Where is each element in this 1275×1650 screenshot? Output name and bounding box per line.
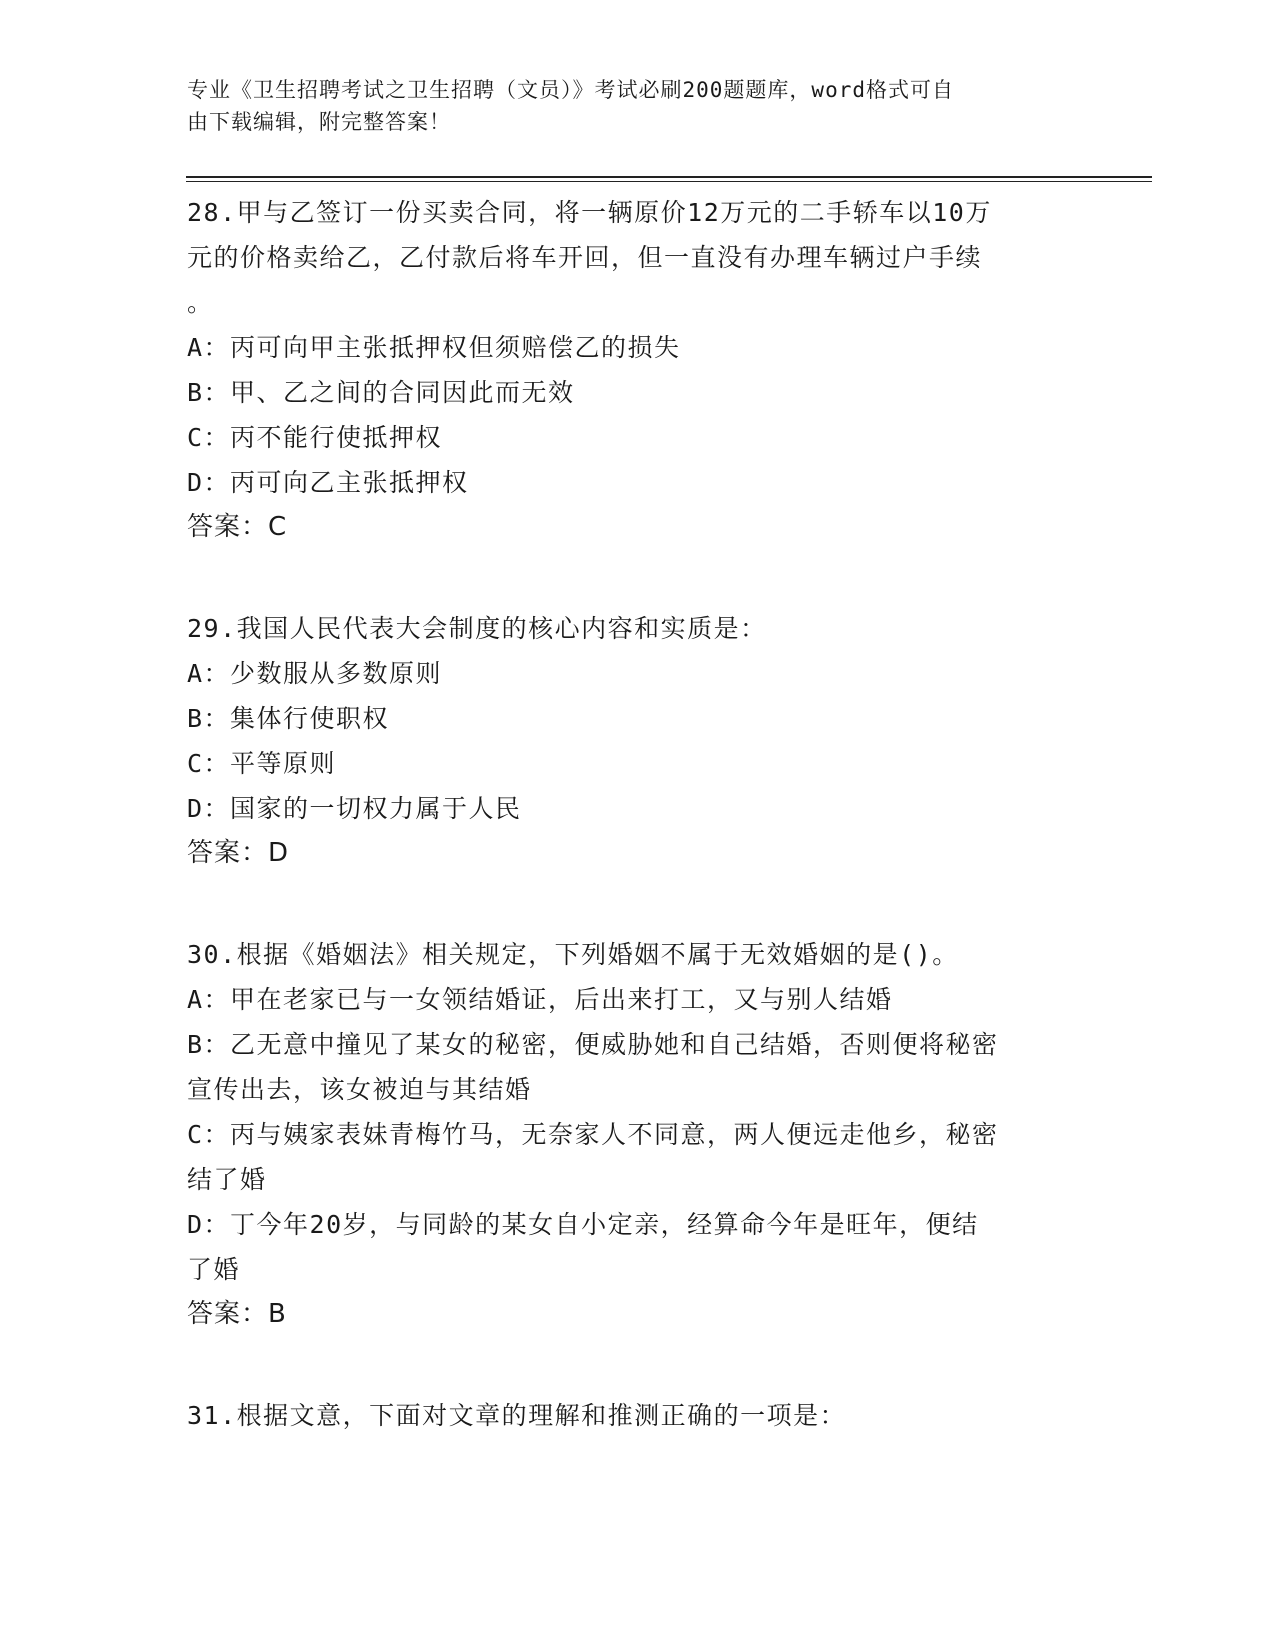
question-stem-line: 。 [187, 288, 214, 317]
question-stem-line: 28.甲与乙签订一份买卖合同，将一辆原价12万元的二手轿车以10万 [187, 198, 992, 227]
answer-line: 答案：D [187, 838, 290, 868]
option-c-continued: 结了婚 [187, 1165, 267, 1194]
question-stem-line: 30.根据《婚姻法》相关规定，下列婚姻不属于无效婚姻的是()。 [187, 940, 959, 969]
option-a: A：少数服从多数原则 [187, 659, 443, 688]
question-stem-line: 元的价格卖给乙，乙付款后将车开回，但一直没有办理车辆过户手续 [187, 243, 983, 272]
question-block [187, 190, 1077, 550]
option-b-continued: 宣传出去，该女被迫与其结婚 [187, 1075, 532, 1104]
option-c: C：丙与姨家表妹青梅竹马，无奈家人不同意，两人便远走他乡，秘密 [187, 1120, 999, 1149]
header-divider-thin [186, 181, 1152, 182]
answer-line: 答案：B [187, 1299, 287, 1329]
question-stem-line: 29.我国人民代表大会制度的核心内容和实质是： [187, 614, 767, 643]
question-list [187, 190, 1077, 1438]
option-c: C：平等原则 [187, 749, 337, 778]
question-stem-line: 31.根据文意，下面对文章的理解和推测正确的一项是： [187, 1401, 847, 1430]
option-a: A：丙可向甲主张抵押权但须赔偿乙的损失 [187, 333, 681, 362]
header-divider-thick [186, 176, 1152, 178]
option-d: D：丙可向乙主张抵押权 [187, 468, 469, 497]
option-b: B：集体行使职权 [187, 704, 390, 733]
spacer [187, 1337, 1077, 1393]
option-c: C：丙不能行使抵押权 [187, 423, 443, 452]
option-d-continued: 了婚 [187, 1255, 241, 1284]
option-d: D：丁今年20岁，与同龄的某女自小定亲，经算命今年是旺年，便结 [187, 1210, 979, 1239]
question-block [187, 606, 1077, 876]
spacer [187, 550, 1077, 606]
header-line-2: 由下载编辑，附完整答案！ [187, 110, 451, 134]
question-block [187, 1393, 1077, 1438]
question-block [187, 932, 1077, 1337]
option-d: D：国家的一切权力属于人民 [187, 794, 522, 823]
option-b: B：乙无意中撞见了某女的秘密，便威胁她和自己结婚，否则便将秘密 [187, 1030, 999, 1059]
option-a: A：甲在老家已与一女领结婚证，后出来打工，又与别人结婚 [187, 985, 893, 1014]
option-b: B：甲、乙之间的合同因此而无效 [187, 378, 575, 407]
answer-line: 答案：C [187, 512, 288, 542]
spacer [187, 876, 1077, 932]
document-header [187, 74, 1067, 138]
header-line-1: 专业《卫生招聘考试之卫生招聘（文员）》考试必刷200题题库，word格式可自 [187, 78, 954, 102]
